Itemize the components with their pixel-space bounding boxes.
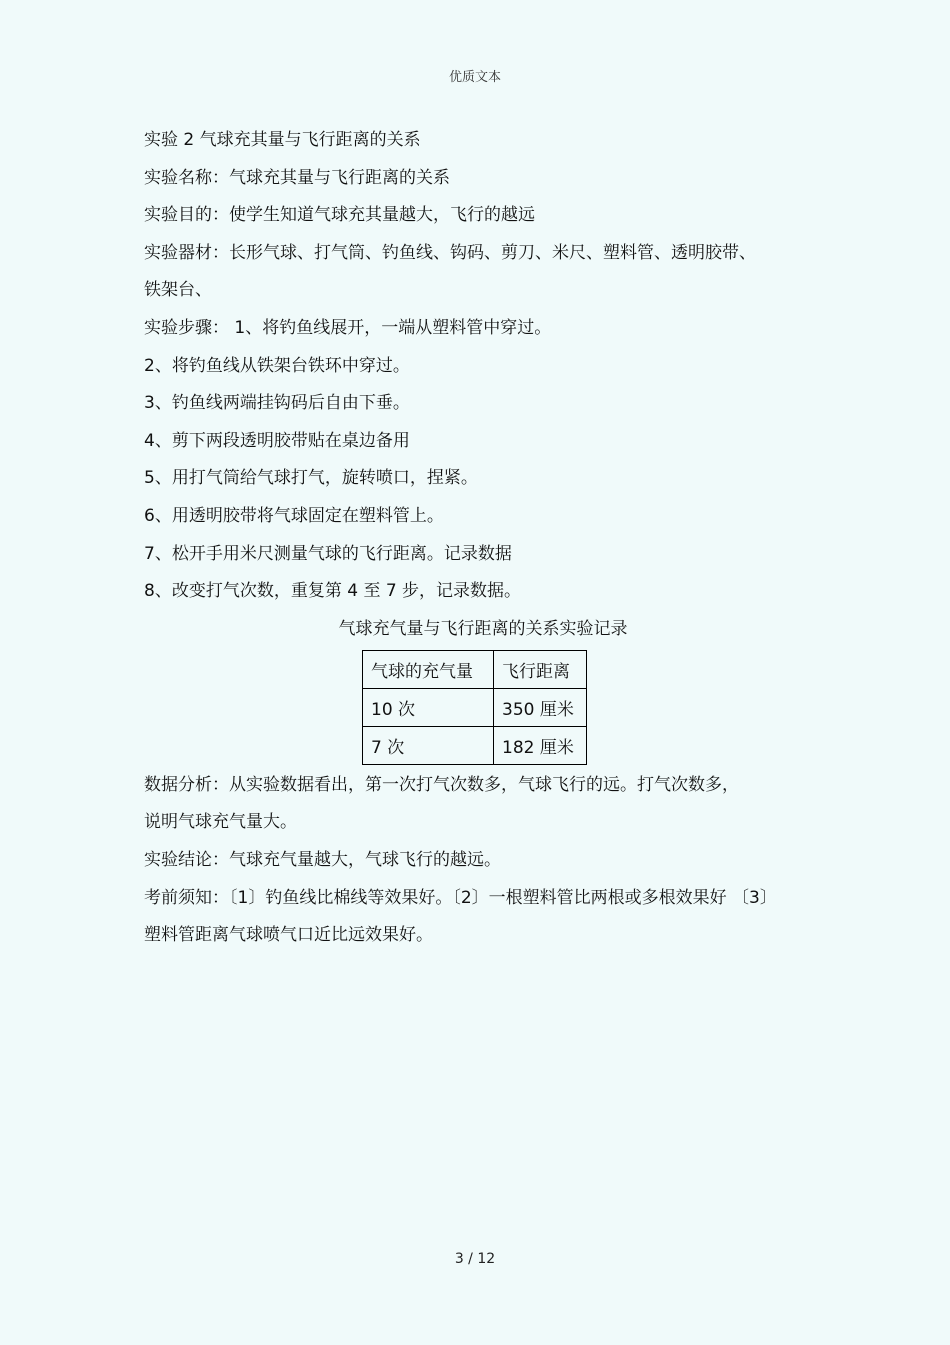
step-2: 2、将钓鱼线从铁架台铁环中穿过。	[144, 355, 410, 376]
experiment-purpose: 实验目的：使学生知道气球充其量越大，飞行的越远	[144, 205, 535, 226]
table-header-cell: 气球的充气量	[363, 650, 494, 688]
experiment-title: 实验 2 气球充其量与飞行距离的关系	[144, 130, 421, 150]
document-body	[144, 122, 824, 955]
page-number: 3 / 12	[454, 1251, 496, 1267]
exam-notes-continued: 塑料管距离气球喷气口近比远效果好。	[144, 925, 433, 946]
step-3: 3、钓鱼线两端挂钩码后自由下垂。	[144, 393, 410, 414]
page-header: 优质文本	[448, 70, 501, 85]
step-8: 8、改变打气次数，重复第 4 至 7 步，记录数据。	[144, 581, 522, 602]
experiment-conclusion: 实验结论：气球充气量越大，气球飞行的越远。	[144, 849, 501, 870]
step-4: 4、剪下两段透明胶带贴在桌边备用	[144, 430, 410, 451]
table-header-cell: 飞行距离	[494, 650, 587, 688]
exam-notes: 考前须知：〔1〕钓鱼线比棉线等效果好。〔2〕一根塑料管比两根或多根效果好 〔3〕	[144, 887, 777, 908]
step-7: 7、松开手用米尺测量气球的飞行距离。记录数据	[144, 543, 512, 564]
table-row	[363, 688, 587, 726]
table-cell: 10 次	[363, 688, 494, 726]
table-header-row	[363, 650, 587, 688]
step-5: 5、用打气筒给气球打气，旋转喷口，捏紧。	[144, 468, 478, 489]
table-cell: 350 厘米	[494, 688, 587, 726]
record-table	[362, 650, 587, 765]
table-cell: 7 次	[363, 726, 494, 764]
step-1: 实验步骤： 1、将钓鱼线展开，一端从塑料管中穿过。	[144, 317, 552, 338]
table-row	[363, 726, 587, 764]
data-analysis: 数据分析：从实验数据看出，第一次打气次数多，气球飞行的远。打气次数多，	[144, 774, 739, 795]
experiment-materials-continued: 铁架台、	[144, 280, 212, 301]
experiment-name: 实验名称：气球充其量与飞行距离的关系	[144, 167, 450, 188]
table-cell: 182 厘米	[494, 726, 587, 764]
step-6: 6、用透明胶带将气球固定在塑料管上。	[144, 505, 444, 526]
experiment-materials: 实验器材：长形气球、打气筒、钓鱼线、钩码、剪刀、米尺、塑料管、透明胶带、	[144, 242, 756, 263]
table-caption: 气球充气量与飞行距离的关系实验记录	[338, 618, 628, 639]
data-analysis-continued: 说明气球充气量大。	[144, 812, 297, 833]
